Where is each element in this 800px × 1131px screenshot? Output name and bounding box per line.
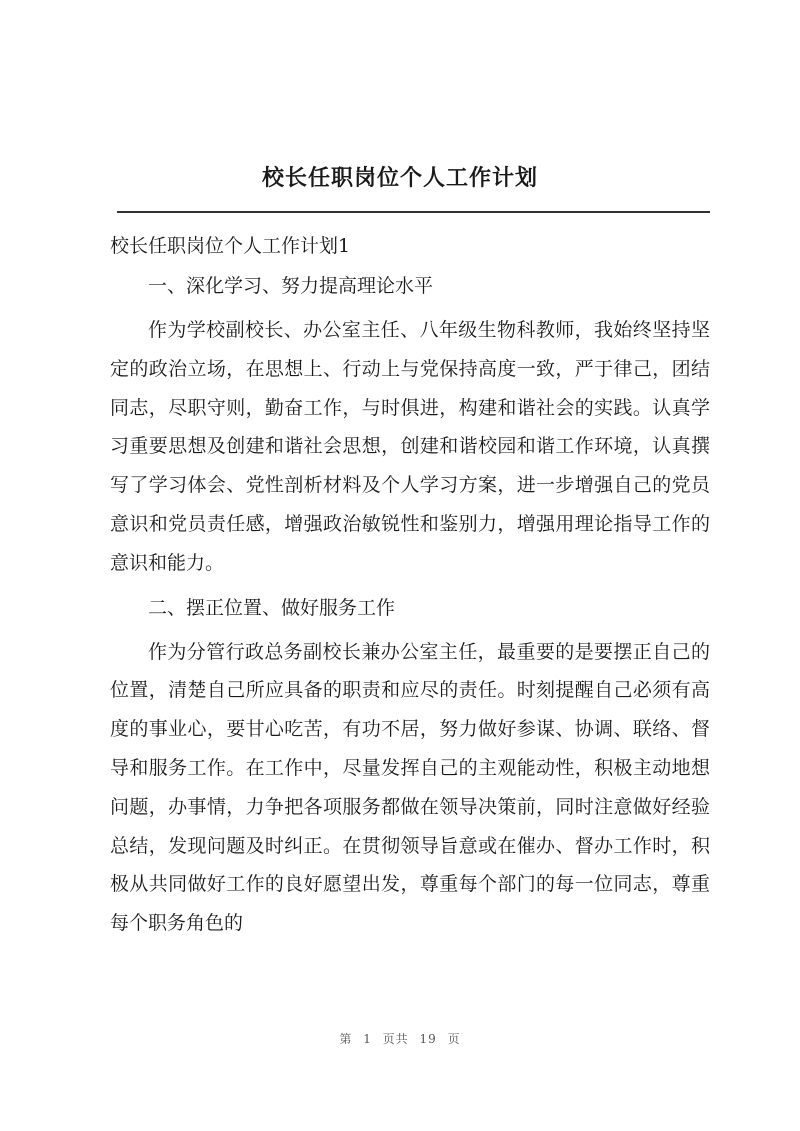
section-paragraph-1: 作为学校副校长、办公室主任、八年级生物科教师，我始终坚持坚定的政治立场，在思想上、行动上与党保持高度一致，严于律己，团结同志，尽职守则，勤奋工作，与时俱进，构建和谐社会的实践。认真学习重要思想及创建和谐社会思想，创建和谐校园和谐工作环境，认真撰写了学习体会、党性剖析材料及个人学习方案，进一步增强自己的党员意识和党员责任感，增强政治敏锐性和鉴别力，增强用理论指导工作的意识和能力。 xyxy=(110,319,710,574)
document-title: 校长任职岗位个人工作计划 xyxy=(261,165,538,191)
document-subtitle: 校长任职岗位个人工作计划1 xyxy=(110,235,351,257)
title-divider xyxy=(117,211,710,213)
page-number-footer: 第 1 页共 19 页 xyxy=(339,1032,461,1046)
section-heading-2: 二、摆正位置、做好服务工作 xyxy=(148,596,396,619)
section-heading-1: 一、深化学习、努力提高理论水平 xyxy=(148,275,434,297)
document-body xyxy=(110,227,710,949)
section-paragraph-2: 作为分管行政总务副校长兼办公室主任，最重要的是要摆正自己的位置，清楚自己所应具备的职责和应尽的责任。时刻提醒自己必须有高度的事业心，要甘心吃苦，有功不居，努力做好参谋、协调、联络、督导和服务工作。在工作中，尽量发挥自己的主观能动性，积极主动地想问题，办事情，力争把各项服务都做在领导决策前，同时注意做好经验总结，发现问题及时纠正。在贯彻领导旨意或在催办、督办工作时，积极从共同做好工作的良好愿望出发，尊重每个部门的每一位同志，尊重每个职务角色的 xyxy=(110,640,710,935)
